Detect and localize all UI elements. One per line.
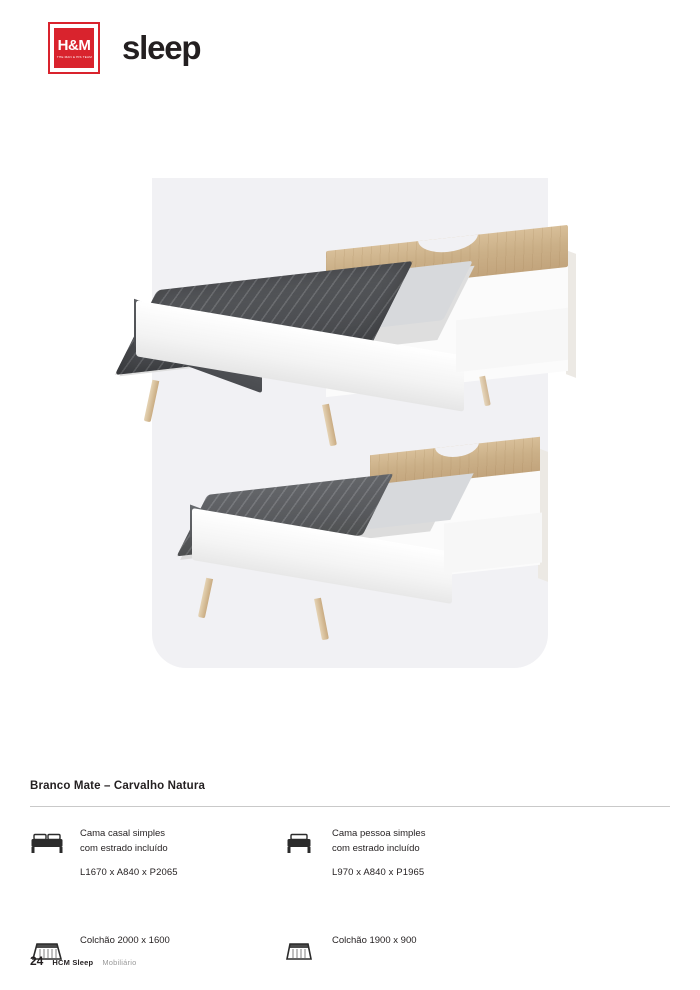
hcm-logo [48, 22, 100, 74]
spec-item [282, 826, 534, 881]
page-header [48, 22, 200, 74]
brand-wordmark: sleep [122, 29, 201, 66]
spec-line-1: Colchão 1900 x 900 [332, 935, 417, 947]
logo-badge [54, 28, 94, 68]
page-footer [30, 954, 136, 968]
double-bed-illustration [130, 208, 560, 448]
bed-leg [479, 376, 491, 407]
page-number: 24 [30, 954, 44, 968]
spec-line-2: com estrado incluído [332, 842, 420, 854]
double-bed-icon [30, 826, 64, 856]
spec-text [332, 826, 425, 881]
spec-item [282, 933, 534, 963]
divider [30, 806, 670, 807]
spec-text [80, 826, 178, 881]
spec-line-2: com estrado incluído [80, 842, 168, 854]
single-bed-illustration [170, 426, 570, 656]
footer-category: Mobiliário [102, 958, 137, 967]
bed-leg [144, 380, 160, 423]
spec-dimensions: L1670 x A840 x P2065 [80, 867, 178, 879]
bed-leg [314, 598, 329, 641]
single-bed-icon [282, 826, 316, 856]
spec-line-1: Cama pessoa simples [332, 828, 426, 839]
spec-dimensions: L970 x A840 x P1965 [332, 867, 425, 879]
specification-list [30, 826, 670, 963]
mattress-icon [282, 933, 316, 963]
bed-leg [198, 578, 213, 619]
finish-title: Branco Mate – Carvalho Natura [30, 780, 205, 792]
logo-monogram: H&M [57, 36, 91, 54]
spec-text [80, 933, 170, 949]
footer-brand: HCM Sleep [52, 958, 94, 967]
product-photo [152, 178, 548, 668]
spec-text [332, 933, 417, 949]
spec-item [30, 826, 282, 881]
spec-line-1: Cama casal simples [80, 828, 165, 839]
logo-tagline: THE MAN & HIS TEAM [56, 54, 92, 59]
spec-line-1: Colchão 2000 x 1600 [80, 935, 170, 947]
